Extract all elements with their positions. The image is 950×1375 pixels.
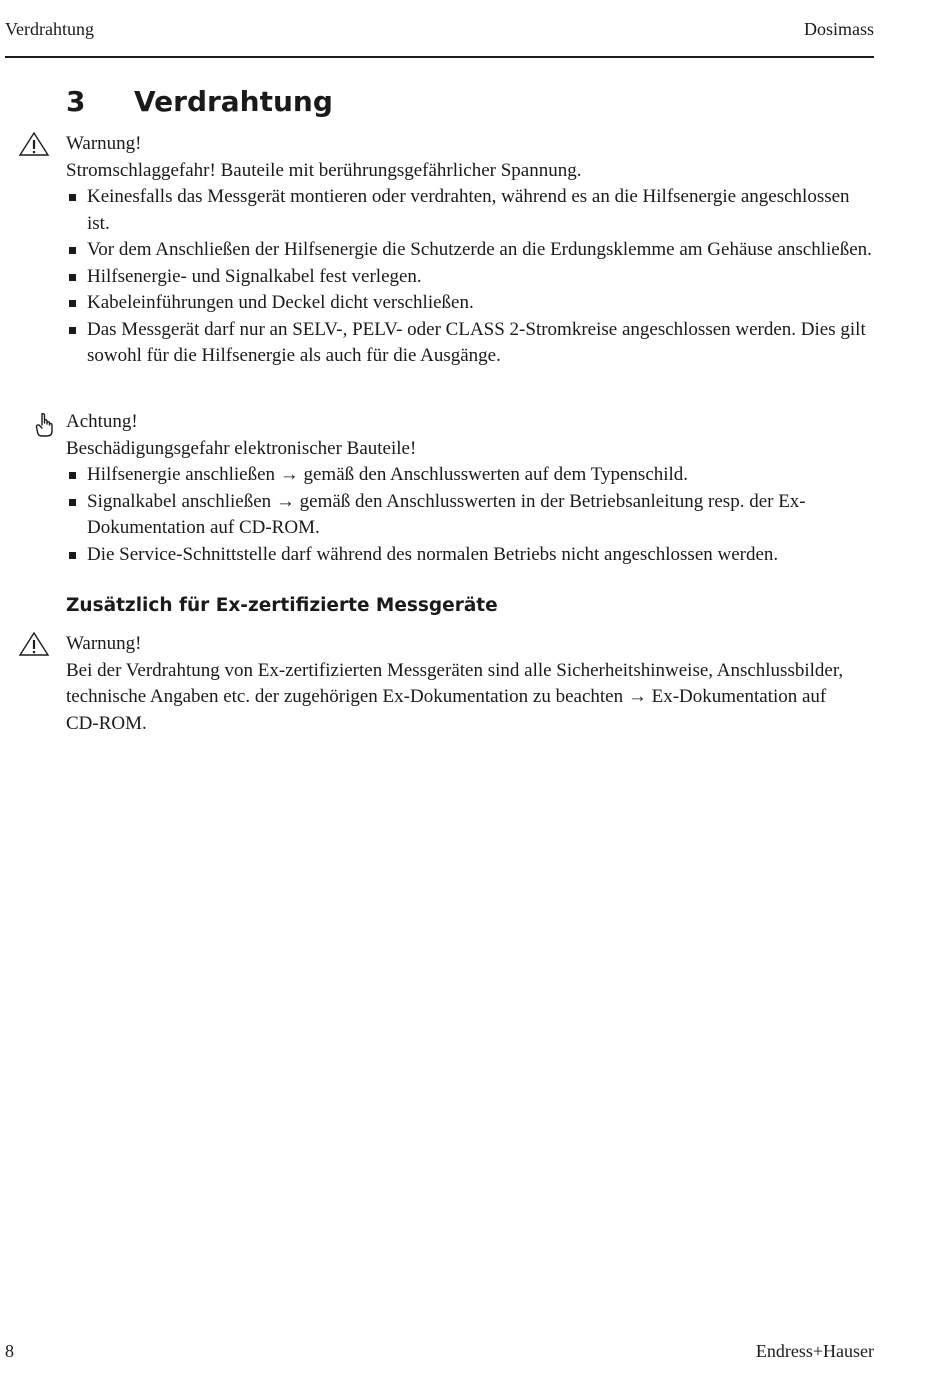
warning-body: Bei der Verdrahtung von Ex-zertifizierten Messgeräten sind alle Sicherheitshinweise, Anschlussbilder, technische Angaben etc. der zugehörigen Ex-Dokumentation zu beachten → Ex-Dokumentation auf CD-ROM. bbox=[66, 659, 844, 734]
warning-title: Warnung! bbox=[66, 133, 142, 154]
pointing-hand-icon bbox=[34, 412, 56, 438]
chapter-number: 3 bbox=[66, 85, 86, 118]
footer-brand: Endress+Hauser bbox=[755, 1341, 874, 1361]
list-item: Hilfsenergie anschließen → gemäß den Anschlusswerten auf dem Typenschild. bbox=[66, 462, 876, 489]
list-item: Kabeleinführungen und Deckel dicht verschließen. bbox=[66, 290, 876, 317]
warning-block-ex bbox=[66, 631, 856, 737]
list-item: Das Messgerät darf nur an SELV-, PELV- oder CLASS 2-Stromkreise angeschlossen werden. Dies gilt sowohl für die Hilfsenergie als auch für die Ausgänge. bbox=[66, 317, 876, 370]
warning-list bbox=[66, 184, 876, 370]
caution-intro: Beschädigungsgefahr elektronischer Bauteile! bbox=[66, 437, 417, 459]
bullet-square-icon bbox=[69, 300, 76, 307]
bullet-square-icon bbox=[69, 472, 76, 479]
warning-triangle-icon bbox=[18, 131, 50, 157]
caution-title: Achtung! bbox=[66, 411, 138, 432]
bullet-square-icon bbox=[69, 274, 76, 281]
header-section-title: Verdrahtung bbox=[5, 19, 94, 39]
bullet-square-icon bbox=[69, 552, 76, 559]
header-divider bbox=[5, 56, 874, 58]
bullet-square-icon bbox=[69, 247, 76, 254]
bullet-square-icon bbox=[69, 194, 76, 201]
chapter-title bbox=[66, 84, 333, 120]
list-item: Keinesfalls das Messgerät montieren oder verdrahten, während es an die Hilfsenergie angeschlossen ist. bbox=[66, 184, 876, 237]
caution-block-electronics bbox=[66, 409, 876, 568]
warning-block-electric-shock bbox=[66, 131, 876, 370]
bullet-square-icon bbox=[69, 499, 76, 506]
list-item: Die Service-Schnittstelle darf während des normalen Betriebs nicht angeschlossen werden. bbox=[66, 542, 876, 569]
list-item: Hilfsenergie- und Signalkabel fest verlegen. bbox=[66, 264, 876, 291]
list-item: Vor dem Anschließen der Hilfsenergie die Schutzerde an die Erdungsklemme am Gehäuse anschließen. bbox=[66, 237, 876, 264]
warning-intro: Stromschlaggefahr! Bauteile mit berührungsgefährlicher Spannung. bbox=[66, 159, 582, 181]
bullet-square-icon bbox=[69, 327, 76, 334]
page-number: 8 bbox=[5, 1341, 14, 1361]
header-product-name: Dosimass bbox=[803, 19, 874, 39]
list-item: Signalkabel anschließen → gemäß den Anschlusswerten in der Betriebsanleitung resp. der Ex-Dokumentation auf CD-ROM. bbox=[66, 489, 876, 542]
warning-title: Warnung! bbox=[66, 633, 142, 654]
caution-list bbox=[66, 462, 876, 568]
chapter-title-text: Verdrahtung bbox=[134, 85, 333, 118]
section-heading-ex: Zusätzlich für Ex-zertifizierte Messgeräte bbox=[66, 595, 498, 616]
warning-triangle-icon bbox=[18, 631, 50, 657]
